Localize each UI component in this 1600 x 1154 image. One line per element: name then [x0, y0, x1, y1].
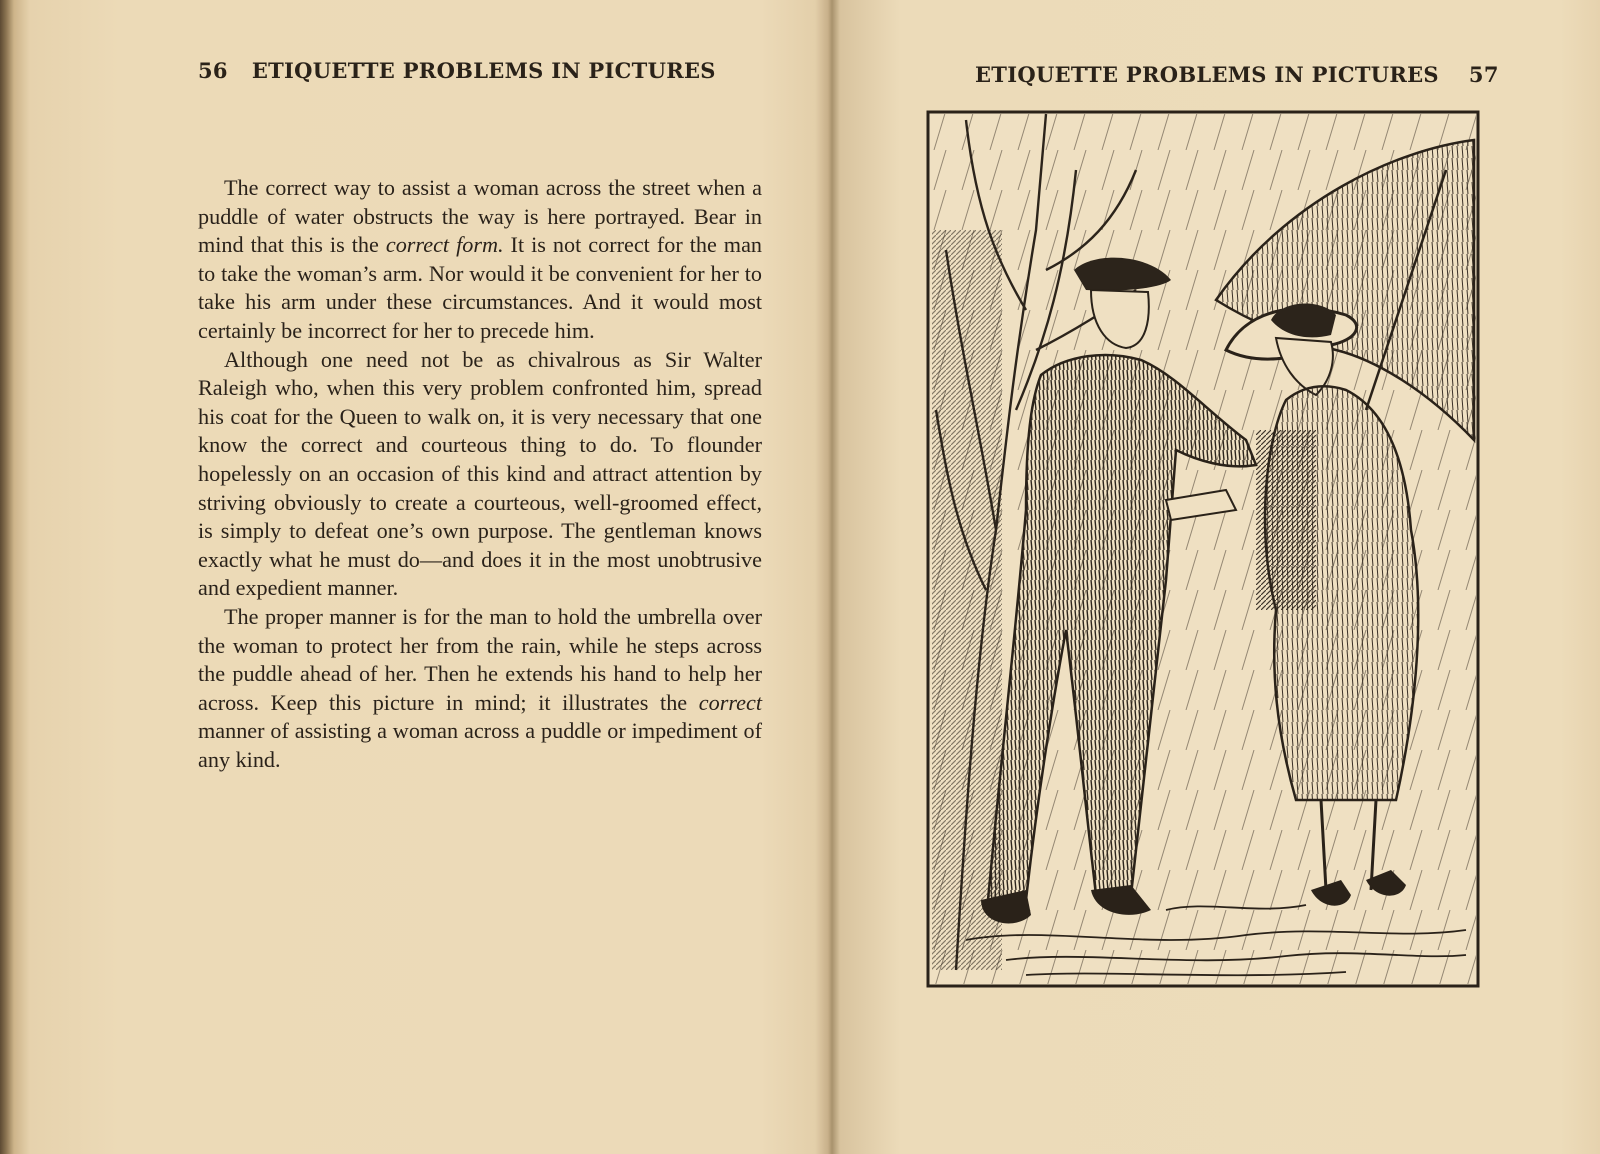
paragraph-1-text-a: The correct way to assist a woman across the street when a puddle of water obstructs the way is here portrayed. Bear in mind that this is the	[198, 175, 762, 258]
paragraph-3-emphasis: correct	[698, 689, 762, 715]
paragraph-3	[198, 603, 762, 775]
right-running-title: ETIQUETTE PROBLEMS IN PICTURES	[975, 62, 1439, 87]
left-page-header	[198, 58, 716, 83]
paragraph-1-text-b: It is not correct for the man to take the woman’s arm. Nor would it be convenient for her to take his arm under these circumstances. And it would most certainly be incorrect for her to precede him.	[198, 232, 763, 343]
illustration	[926, 110, 1480, 988]
right-page	[830, 0, 1600, 1154]
paragraph-1	[198, 174, 762, 346]
left-running-title: ETIQUETTE PROBLEMS IN PICTURES	[251, 58, 716, 83]
paragraph-1-emphasis: correct form.	[385, 232, 504, 258]
right-page-number: 57	[1468, 62, 1499, 87]
left-page-number: 56	[198, 58, 228, 83]
right-page-header	[975, 62, 1499, 87]
body-text	[198, 174, 762, 774]
illustration-drawing	[926, 110, 1480, 988]
paragraph-3-text-b: manner of assisting a woman across a puddle or impediment of any kind.	[198, 718, 762, 772]
paragraph-3-text-a: The proper manner is for the man to hold the umbrella over the woman to protect her from the rain, while he steps across the puddle ahead of her. Then he extends his hand to help her across. Keep this picture in mind; it illustrates the	[198, 603, 762, 715]
paragraph-2: Although one need not be as chivalrous as Sir Walter Raleigh who, when this very problem confronted him, spread his coat for the Queen to walk on, it is very necessary that one know the correct and courteous thing to do. To flounder hopelessly on an occasion of this kind and attract attention by striving obviously to create a courteous, well-groomed effect, is simply to defeat one’s own purpose. The gentleman knows exactly what he must do—and does it in the most unobtrusive and expedient manner.	[198, 346, 762, 601]
